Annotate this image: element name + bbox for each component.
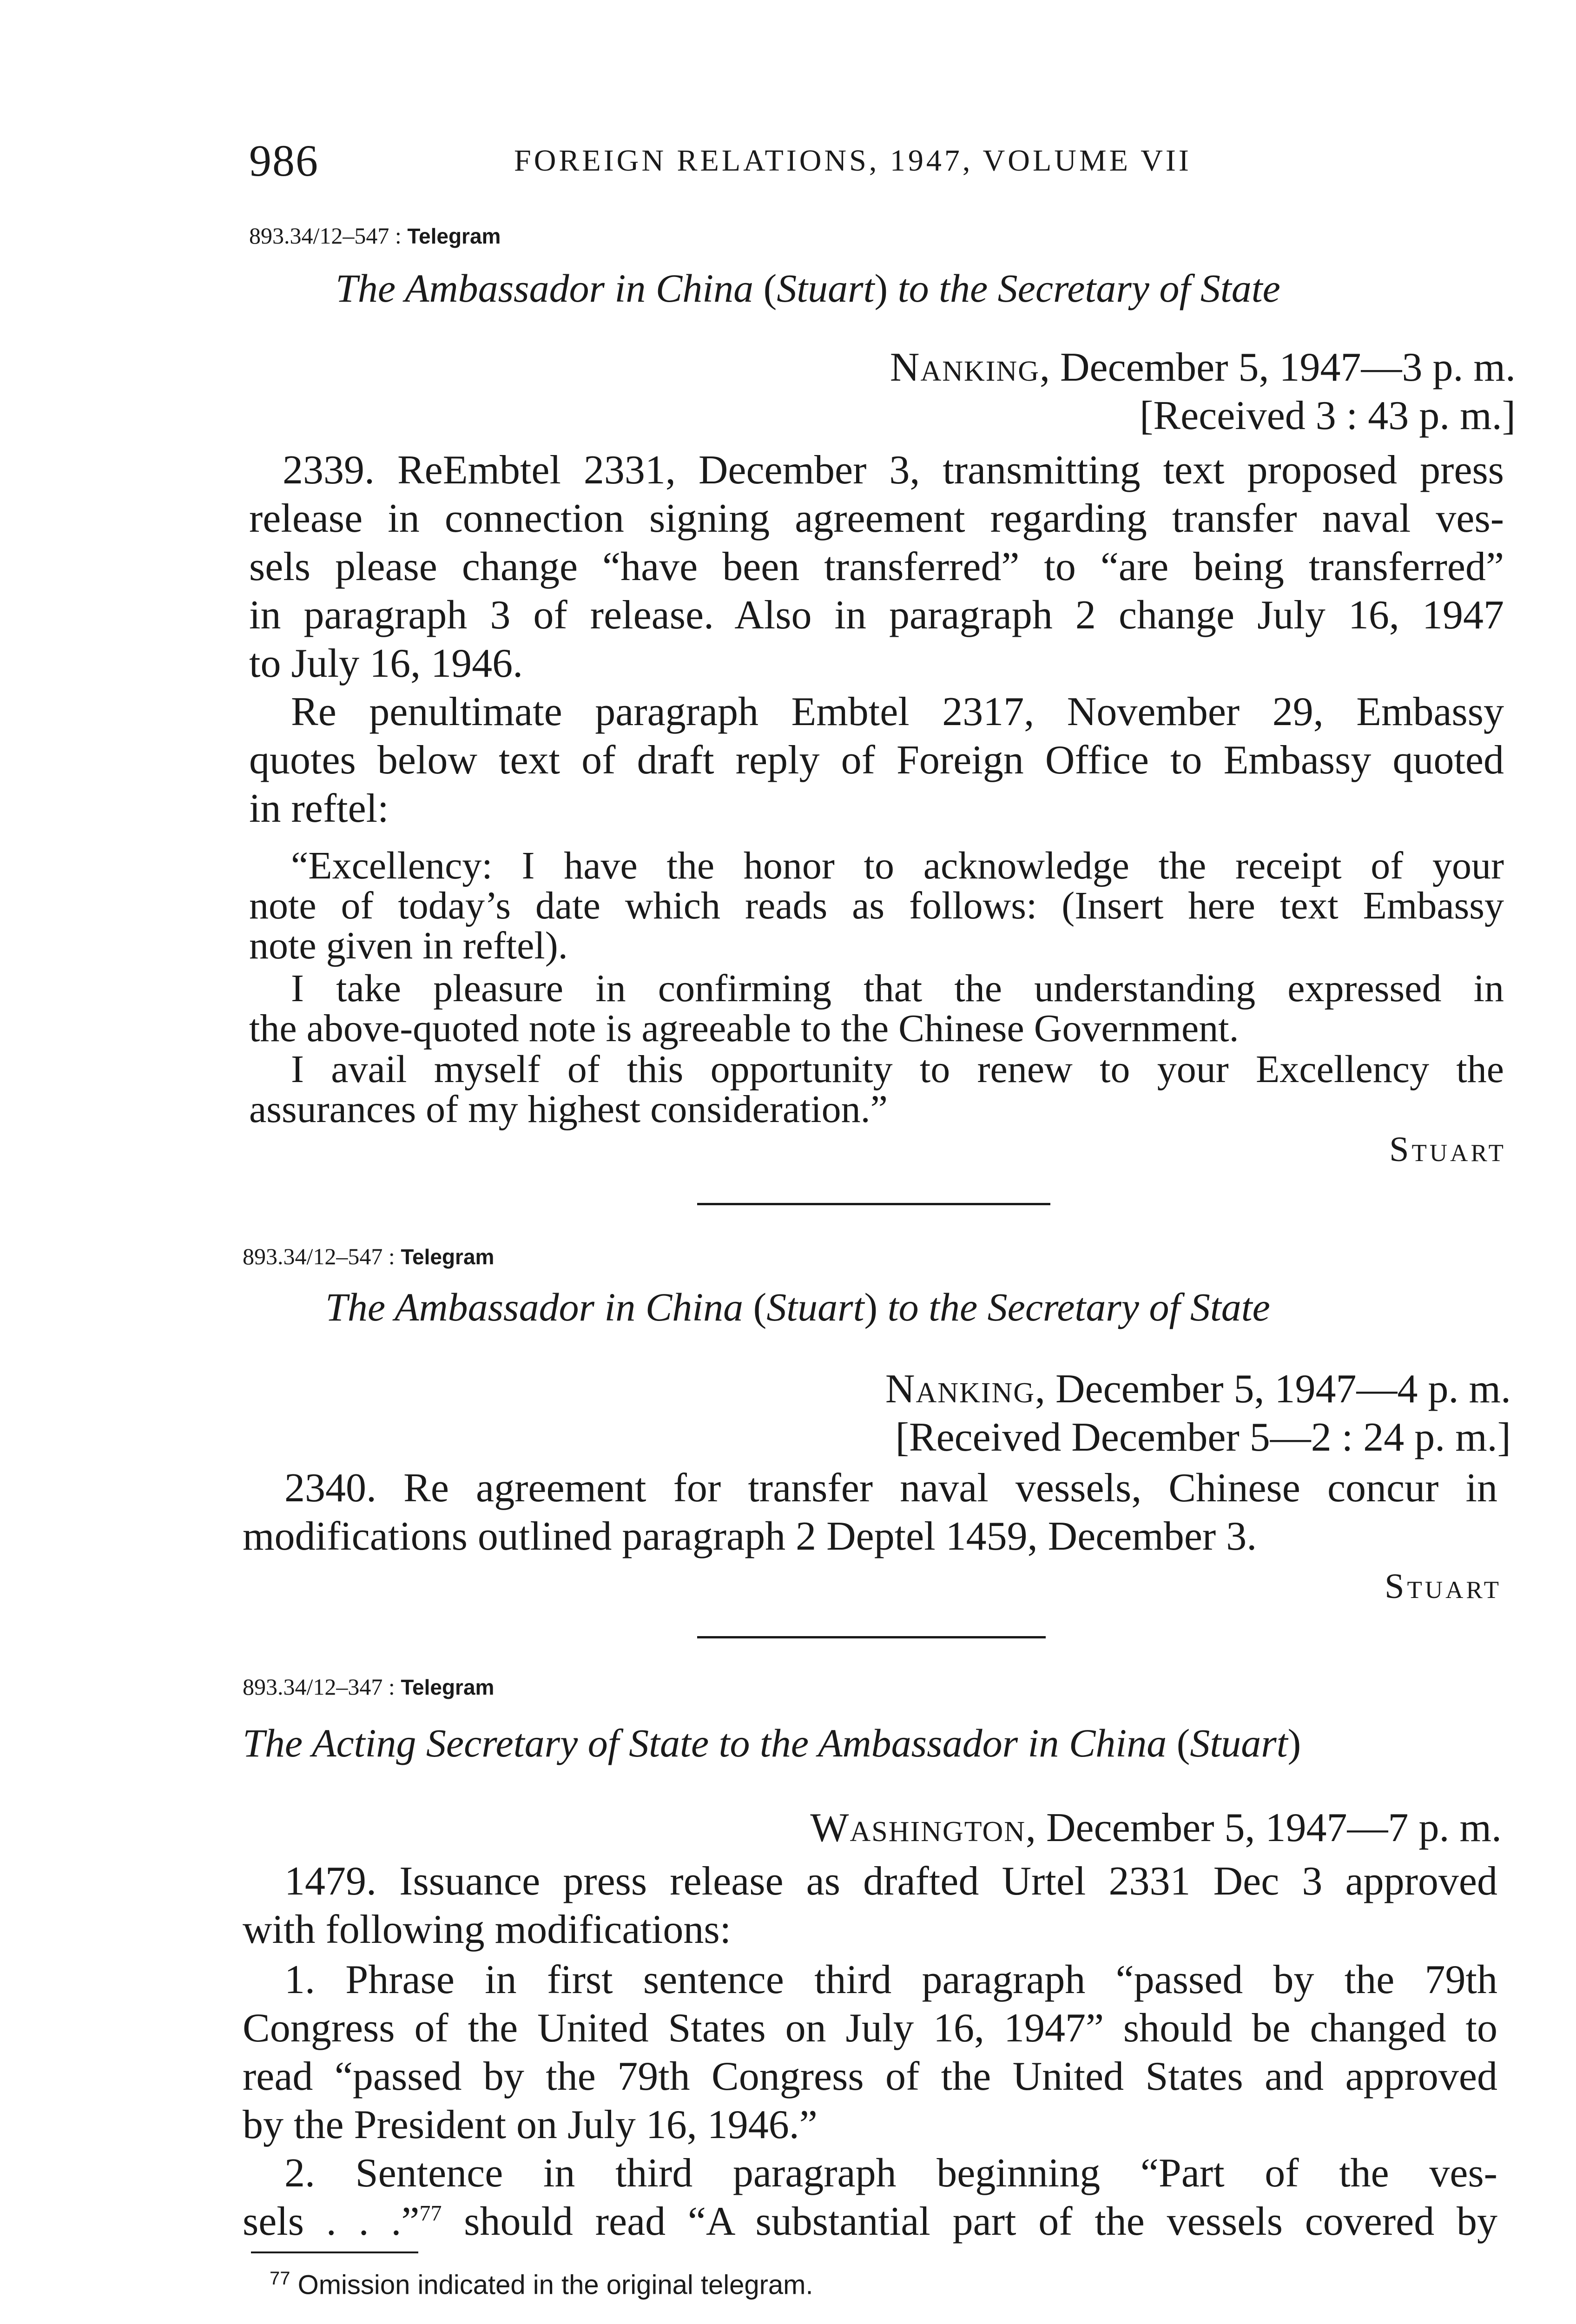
numbered-item: 1. Phrase in first sentence third paragraph “passed by the 79th Congress of the United States on July 16, 1947” should be changed to read “passed by the 79th Congress of the United States and approved by the President on July 16, 1946.” — [243, 1957, 1497, 2147]
signature: Stuart — [1389, 1130, 1506, 1169]
document-heading: The Ambassador in China (Stuart) to the Secretary of State — [336, 266, 1280, 310]
paragraph: 2339. ReEmbtel 2331, December 3, transmitting text proposed press release in connection signing agreement regarding transfer naval ves- sels please change “have been transferred” to “are being transferred” in paragraph 3 of release. Also in paragraph 2 change July 16, 1947 to July 16, 1946. — [249, 448, 1504, 686]
dateline: Nanking, December 5, 1947—3 p. m. — [890, 345, 1516, 390]
running-title: FOREIGN RELATIONS, 1947, VOLUME VII — [514, 144, 1192, 178]
signature: Stuart — [1385, 1567, 1502, 1606]
file-number: 893.34/12–547 : Telegram — [243, 1243, 495, 1269]
paragraph: 1479. Issuance press release as drafted Urtel 2331 Dec 3 approved with following modifications: — [243, 1859, 1497, 1952]
numbered-item: 2. Sentence in third paragraph beginning “Part of the ves- sels . . .”$^{77}$ should read “A substantial part of the vessels covered by — [243, 2151, 1498, 2244]
dateline: Washington, December 5, 1947—7 p. m. — [810, 1805, 1502, 1850]
footnote-rule — [251, 2251, 418, 2253]
quoted-paragraph: I take pleasure in confirming that the understanding expressed in the above-quoted note is agreeable to the Chinese Government. — [249, 967, 1504, 1050]
quoted-paragraph: “Excellency: I have the honor to acknowledge the receipt of your note of today’s date which reads as follows: (Insert here text Embassy note given in reftel). — [249, 844, 1504, 967]
page-number: 986 — [249, 136, 319, 185]
section-divider — [697, 1636, 1046, 1638]
footnote: $^{77}$ Omission indicated in the original telegram. — [270, 2268, 813, 2300]
quoted-paragraph: I avail myself of this opportunity to renew to your Excellency the assurances of my highest consideration.” — [249, 1048, 1504, 1131]
document-heading: The Ambassador in China (Stuart) to the Secretary of State — [325, 1285, 1270, 1329]
received-line: [Received 3 : 43 p. m.] — [1140, 393, 1516, 438]
section-divider — [697, 1203, 1050, 1205]
file-number: 893.34/12–547 : Telegram — [249, 223, 501, 249]
paragraph: 2340. Re agreement for transfer naval vessels, Chinese concur in modifications outlined paragraph 2 Deptel 1459, December 3. — [243, 1466, 1497, 1559]
dateline: Nanking, December 5, 1947—4 p. m. — [885, 1367, 1511, 1412]
received-line: [Received December 5—2 : 24 p. m.] — [895, 1415, 1511, 1460]
document-heading: The Acting Secretary of State to the Ambassador in China (Stuart) — [243, 1721, 1301, 1765]
file-number: 893.34/12–347 : Telegram — [243, 1674, 495, 1700]
footnote-reference: 77 — [419, 2201, 442, 2226]
paragraph: Re penultimate paragraph Embtel 2317, November 29, Embassy quotes below text of draft reply of Foreign Office to Embassy quoted in reftel: — [249, 689, 1504, 831]
